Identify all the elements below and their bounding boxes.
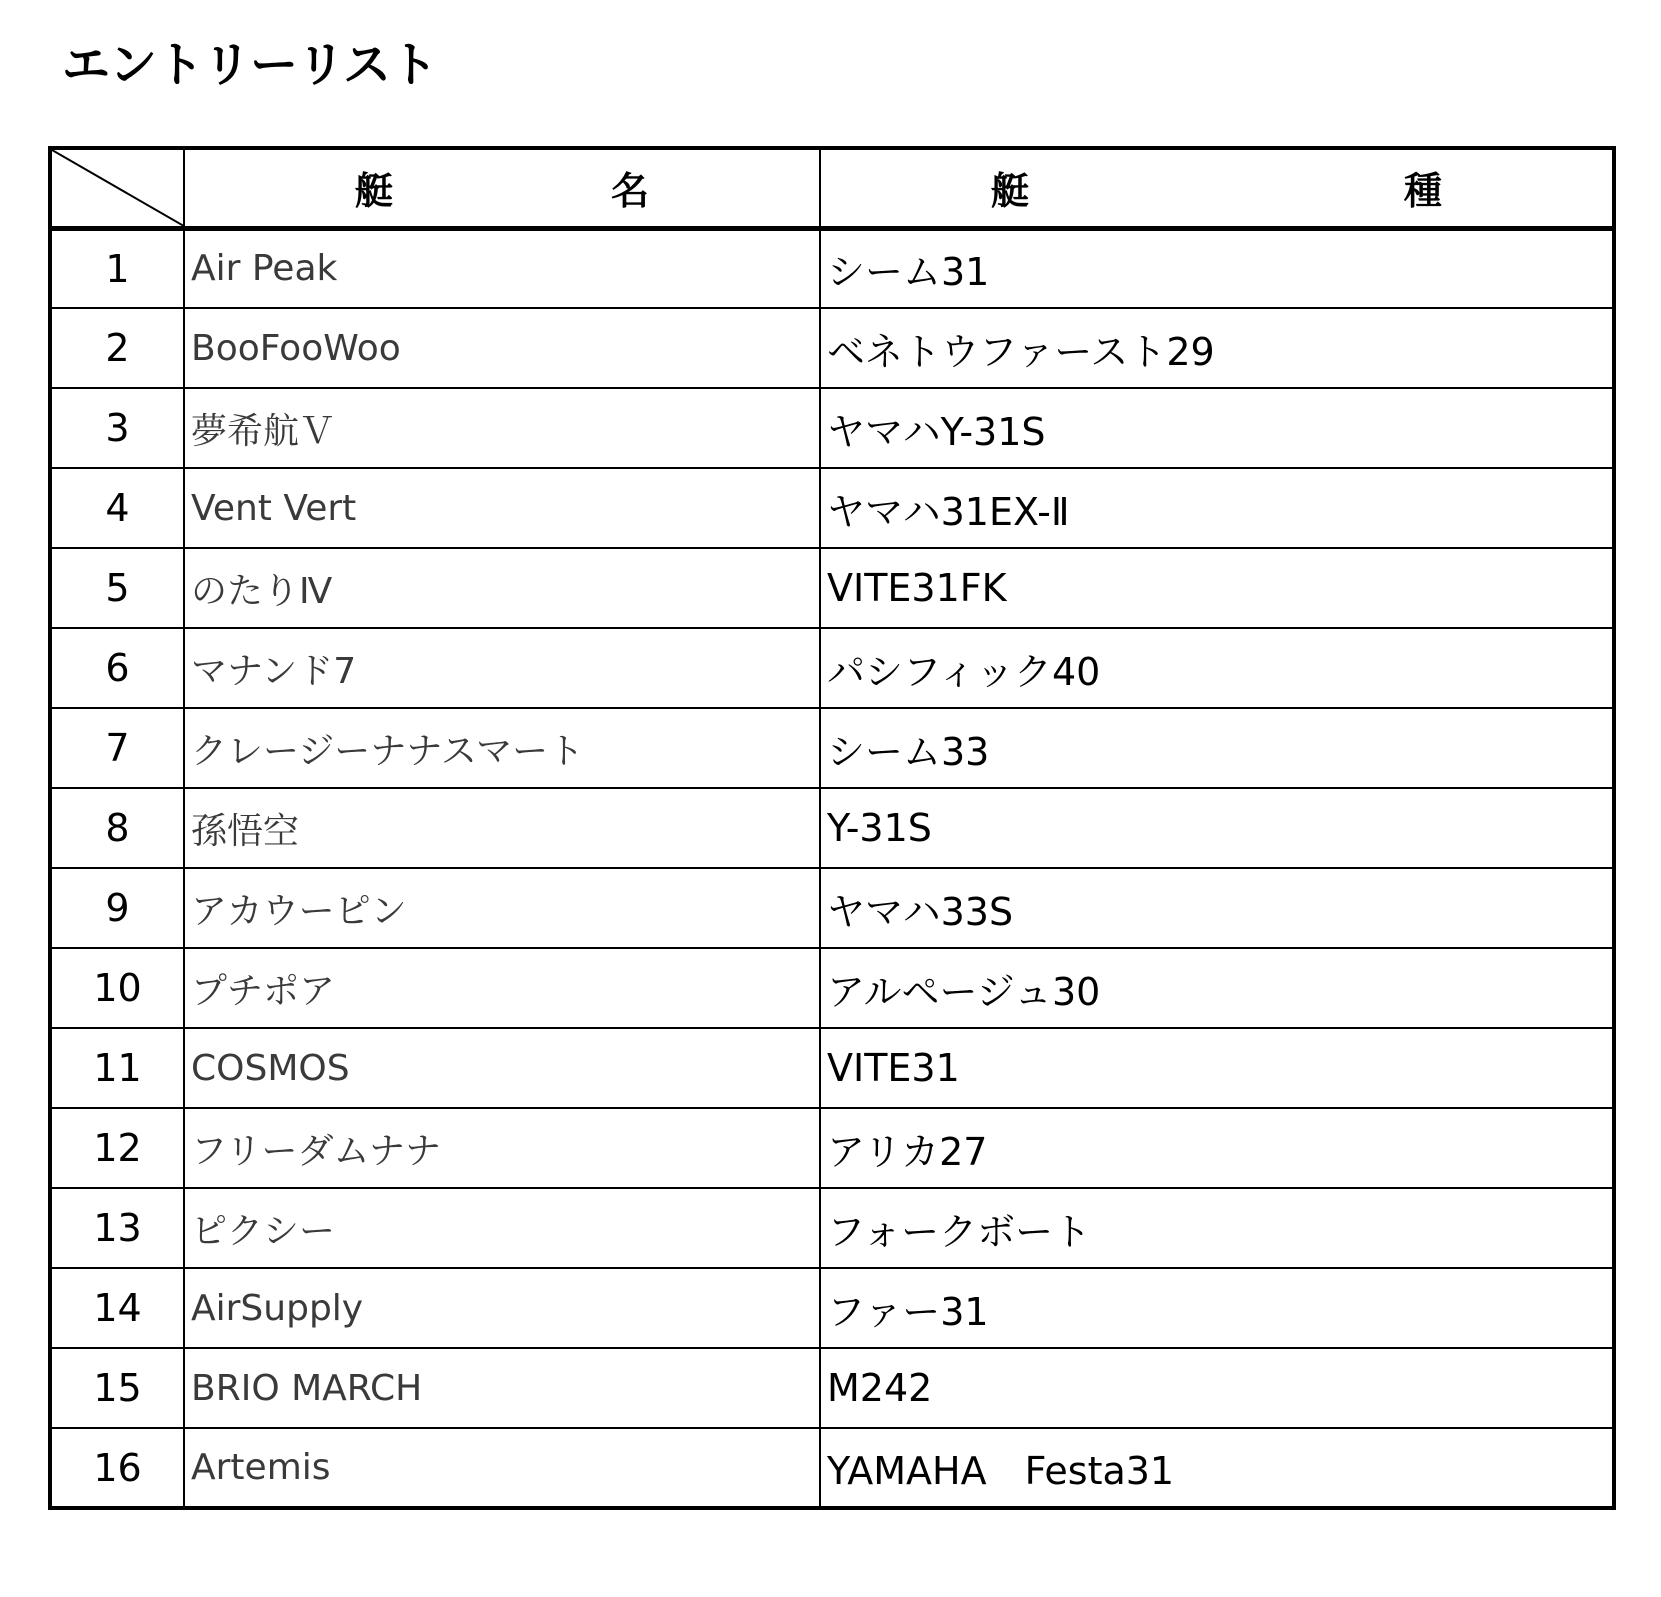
table-row — [50, 1028, 1614, 1108]
boat-name: クレージーナナスマート — [184, 708, 820, 788]
boat-type: VITE31 — [820, 1028, 1614, 1108]
boat-name: アカウーピン — [184, 868, 820, 948]
table-row — [50, 868, 1614, 948]
entry-number: 6 — [50, 628, 184, 708]
boat-type: ベネトウファースト29 — [820, 308, 1614, 388]
table-row — [50, 1268, 1614, 1348]
table-row — [50, 1428, 1614, 1508]
boat-name: フリーダムナナ — [184, 1108, 820, 1188]
boat-type: アリカ27 — [820, 1108, 1614, 1188]
header-boat-type-right: 種 — [1403, 169, 1442, 214]
corner-diagonal-cell — [50, 148, 184, 228]
boat-name: COSMOS — [184, 1028, 820, 1108]
boat-type: YAMAHA Festa31 — [820, 1428, 1614, 1508]
boat-type: ヤマハY-31S — [820, 388, 1614, 468]
table-row — [50, 308, 1614, 388]
boat-name: ピクシー — [184, 1188, 820, 1268]
entry-number: 14 — [50, 1268, 184, 1348]
header-boat-name-left: 艇 — [355, 169, 394, 214]
boat-name: 夢希航Ｖ — [184, 388, 820, 468]
entry-number: 10 — [50, 948, 184, 1028]
boat-type: ファー31 — [820, 1268, 1614, 1348]
entry-number: 8 — [50, 788, 184, 868]
entry-table — [48, 146, 1616, 1510]
entry-number: 11 — [50, 1028, 184, 1108]
page-title: エントリーリスト — [62, 37, 438, 93]
boat-name: Air Peak — [184, 228, 820, 308]
boat-type: シーム33 — [820, 708, 1614, 788]
table-row — [50, 388, 1614, 468]
header-row — [50, 148, 1614, 228]
entry-number: 9 — [50, 868, 184, 948]
boat-name: プチポア — [184, 948, 820, 1028]
entry-number: 2 — [50, 308, 184, 388]
boat-name: Vent Vert — [184, 468, 820, 548]
boat-type: フォークボート — [820, 1188, 1614, 1268]
entry-number: 7 — [50, 708, 184, 788]
entry-number: 13 — [50, 1188, 184, 1268]
boat-name: のたりⅣ — [184, 548, 820, 628]
header-boat-type — [820, 148, 1614, 228]
diagonal-line — [52, 150, 183, 226]
table-row — [50, 708, 1614, 788]
boat-name: BRIO MARCH — [184, 1348, 820, 1428]
boat-type: ヤマハ31EX-Ⅱ — [820, 468, 1614, 548]
entry-number: 15 — [50, 1348, 184, 1428]
table-row — [50, 628, 1614, 708]
table-row — [50, 1108, 1614, 1188]
header-boat-type-left: 艇 — [991, 169, 1030, 214]
table-row — [50, 948, 1614, 1028]
header-boat-name — [184, 148, 820, 228]
table-row — [50, 548, 1614, 628]
boat-name: BooFooWoo — [184, 308, 820, 388]
boat-type: パシフィック40 — [820, 628, 1614, 708]
boat-type: ヤマハ33S — [820, 868, 1614, 948]
table-body — [50, 228, 1614, 1508]
boat-type: Y-31S — [820, 788, 1614, 868]
boat-type: シーム31 — [820, 228, 1614, 308]
table-row — [50, 788, 1614, 868]
entry-number: 5 — [50, 548, 184, 628]
entry-number: 3 — [50, 388, 184, 468]
boat-name: Artemis — [184, 1428, 820, 1508]
entry-number: 12 — [50, 1108, 184, 1188]
header-boat-name-right: 名 — [610, 169, 649, 214]
boat-name: AirSupply — [184, 1268, 820, 1348]
entry-number: 1 — [50, 228, 184, 308]
boat-type: アルページュ30 — [820, 948, 1614, 1028]
boat-type: M242 — [820, 1348, 1614, 1428]
table-row — [50, 228, 1614, 308]
table-row — [50, 468, 1614, 548]
boat-name: マナンド7 — [184, 628, 820, 708]
entry-number: 16 — [50, 1428, 184, 1508]
entry-number: 4 — [50, 468, 184, 548]
boat-name: 孫悟空 — [184, 788, 820, 868]
boat-type: VITE31FK — [820, 548, 1614, 628]
table-row — [50, 1188, 1614, 1268]
table-row — [50, 1348, 1614, 1428]
